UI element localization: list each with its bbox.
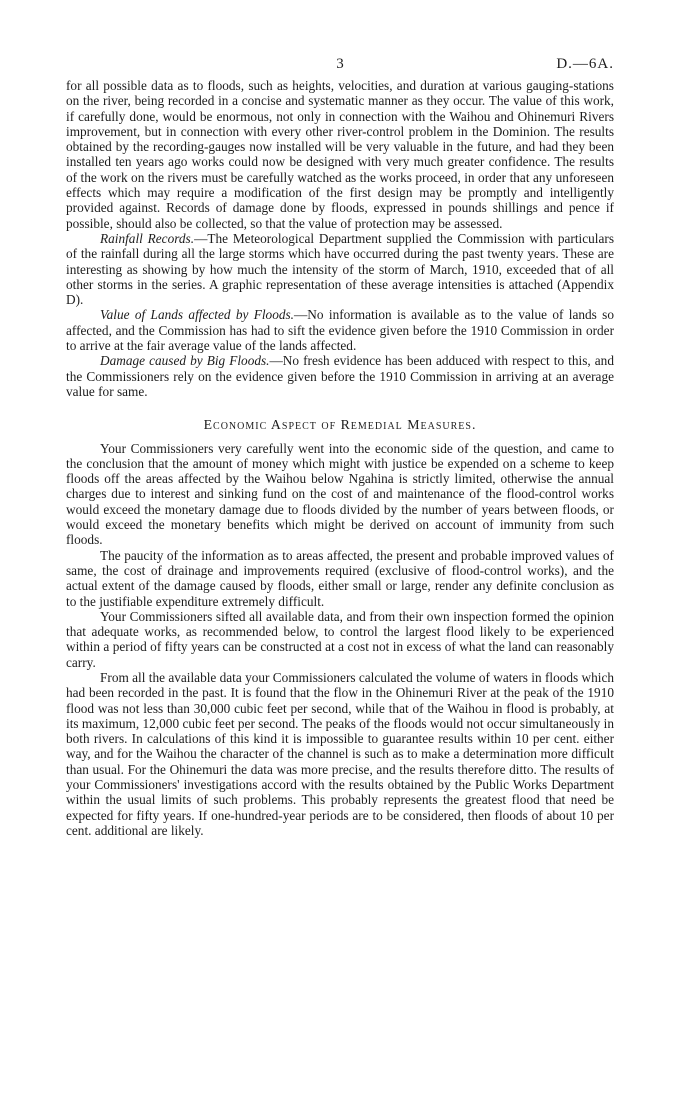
paragraph-flood-volumes: From all the available data your Commissioners calculated the volume of waters in floods which had been recorded in the past. It is found that the flow in the Ohinemuri River at the peak of the 1910 flood was not less than 30,000 cubic feet per second, while that of the Waihou in flood is probably, at its maximum, 12,000 cubic feet per second. The peaks of the floods would not occur simultaneously in both rivers. In calculations of this kind it is impossible to guarantee results within 10 per cent. either way, and for the Waihou the character of the channel is such as to make a determination more difficult than usual. For the Ohinemuri the data was more precise, and the results therefore ditto. The results of your Commissioners' investigations accord with the results obtained by the Public Works Department within the usual limits of such problems. This probably represents the greatest flood that need be expected for fifty years. If one-hundred-year periods are to be considered, then floods of about 10 per cent. additional are likely. bbox=[66, 669, 615, 838]
land-value-text: —No information is available as to the value of lands so affected, and the Commission has had to sift the evidence given before the 1910 Commission in order to arrive at the fair average value of the lands affected. bbox=[66, 307, 614, 354]
flood-damage-subheading: Damage caused by Big Floods. bbox=[100, 353, 270, 369]
land-value-subheading: Value of Lands affected by Floods. bbox=[100, 307, 294, 323]
paragraph-flood-damage bbox=[66, 353, 614, 399]
paragraph-adequate-works: Your Commissioners sifted all available data, and from their own inspection formed the opinion that adequate works, as recommended below, to control the largest flood likely to be experienced within a period of fifty years can be constructed at a cost not in excess of what the land can reasonably carry. bbox=[66, 608, 614, 670]
paragraph-flood-records: for all possible data as to floods, such as heights, velocities, and duration at various gauging-stations on the river, being recorded in a concise and systematic manner as they occur. The value of this work, if carefully done, would be enormous, not only in connection with the Waihou and Ohinemuri Rivers improvement, but in connection with every other river-control problem in the Dominion. The results obtained by the recording-gauges now installed will be very valuable in the future, and had they been installed ten years ago works could now be designed with very much greater confidence. The results of the work on the rivers must be carefully watched as the works proceed, in order that any unforeseen effects which may require a modification of the first design may be promptly and intelligently provided against. Records of damage done by floods, expressed in pounds shillings and pence if possible, should also be collected, so that the value of protection may be assessed. bbox=[66, 78, 614, 231]
rainfall-records-subheading: Rainfall Records. bbox=[100, 230, 195, 246]
paragraph-land-value bbox=[66, 307, 614, 353]
page-number: 3 bbox=[336, 56, 344, 72]
document-body bbox=[66, 78, 614, 838]
flood-damage-text: —No fresh evidence has been adduced with respect to this, and the Commissioners rely on the evidence given before the 1910 Commission in arriving at an average value for same. bbox=[66, 353, 614, 399]
page-header bbox=[66, 56, 614, 76]
section-heading-economic-aspect: Economic Aspect of Remedial Measures. bbox=[203, 417, 477, 433]
paragraph-economic-conclusion: Your Commissioners very carefully went into the economic side of the question, and came to the conclusion that the amount of money which might with justice be expended on a scheme to keep floods off the areas affected by the Waihou below Ngahina is strictly limited, otherwise the annual charges due to interest and sinking fund on the cost of and maintenance of the flood-control works would exceed the monetary damage due to floods divided by the number of years between floods, or would exceed the monetary benefits which might be derived on account of immunity from such floods. bbox=[66, 440, 614, 548]
paragraph-information-paucity: The paucity of the information as to areas affected, the present and probable improved values of same, the cost of drainage and improvements required (exclusive of flood-control works), and the actual extent of the damage caused by floods, either small or large, render any definite conclusion as to the justifiable expenditure extremely difficult. bbox=[66, 547, 614, 609]
document-reference: D.—6A. bbox=[556, 56, 614, 72]
rainfall-records-text: —The Meteorological Department supplied the Commission with particulars of the rainfall during all the large storms which have occurred during the past twenty years. These are interesting as showing by how much the intensity of the storm of March, 1910, exceeded that of all other storms in the series. A graphic representation of these average intensities is attached (Appendix D). bbox=[66, 230, 614, 308]
paragraph-rainfall-records bbox=[66, 231, 614, 307]
